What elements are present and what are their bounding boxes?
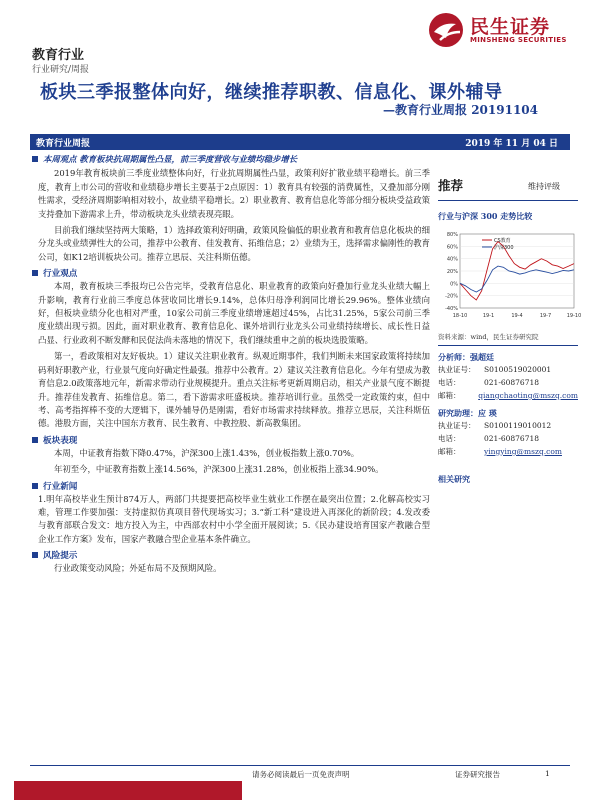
series-line-hs300 xyxy=(460,266,574,292)
analyst-row: 执业证号： S0100119010012 xyxy=(438,421,552,430)
section-heading: 风险提示 xyxy=(32,549,430,561)
band-label: 教育行业周报 xyxy=(36,139,91,149)
divider xyxy=(438,345,578,346)
x-tick-label: 19-10 xyxy=(566,313,582,319)
y-tick-label: 0% xyxy=(450,281,458,288)
analyst-row: 邮箱： qiangchaoting@mszq.com xyxy=(438,391,578,400)
section-para: 年初至今，中证教育指数上涨14.56%，沪深300上涨31.28%，创业板指上涨34.90%。 xyxy=(54,464,384,475)
bullet-icon xyxy=(32,437,38,443)
x-tick-label: 18-10 xyxy=(452,313,468,319)
intro-para: 目前我们继续坚持两大策略，1）选择政策利好明确，政策风险偏低的职业教育和教育信息化板块的细分龙头或业绩弹性大的公司，推荐中公教育、佳发教育、拓维信息；2）业绩为王，选择需求偏刚性的教育公司，如K12培训板块公司。推荐立思辰、关注科斯伍德。 xyxy=(38,225,430,262)
section-heading: 行业新闻 xyxy=(32,480,430,492)
weekly-highlight xyxy=(32,153,430,166)
related-research-heading: 相关研究 xyxy=(438,474,470,484)
x-tick-label: 19-7 xyxy=(539,313,552,319)
bullet-icon xyxy=(32,552,38,558)
bullet-icon xyxy=(32,156,38,162)
section-para: 1.明年高校毕业生预计874万人，两部门共提要把高校毕业生就业工作摆在最突出位置；2.化解高校实习难，管理工作要加强：支持虚拟仿真项目替代现场实习；3.“新工科”建设进入再深化的新阶段；4.发改委与教育部联合发文：地方投入为主，中西部农村中小学全面开展阅读；5.《民办建设培育国家产教融合型企业工作方案》发布，国家产教融合型企业基本条件确立。 xyxy=(38,493,430,544)
rating-row xyxy=(438,172,578,201)
bullet-icon xyxy=(32,483,38,489)
section-para: 本周，教育板块三季报均已公告完毕，受教育信息化、职业教育的政策向好叠加行业龙头业绩大幅上升影响，教育行业前三季度总体营收同比增长9.14%，总体归母净利润同比增长29.96%。整体业绩向好，但板块业绩分化也相对严重，10家公司前三季度业绩增速超过45%，占比31.25%，5家公司前三季度业绩出现亏损。因此，面对职业教育、教育信息化、课外培训行业龙头公司业绩持续增长、成长性日益凸显、行业政利不断发酵和民促法尚未落地的情况下，我们继续重申之前的板块选股策略。 xyxy=(38,281,430,345)
section-para: 行业政策变动风险；外延布局不及预期风险。 xyxy=(54,563,222,574)
rating-value: 维持评级 xyxy=(528,182,560,191)
y-tick-label: 40% xyxy=(446,256,458,263)
y-tick-label: 20% xyxy=(446,269,458,275)
legend-label: CS教育 xyxy=(494,238,511,244)
sidebar xyxy=(438,172,582,485)
legend-label: 沪深300 xyxy=(494,245,514,251)
y-tick-label: -20% xyxy=(445,293,458,300)
chart-source: 资料来源：wind，民生证券研究院 xyxy=(438,333,539,341)
x-tick-label: 19-1 xyxy=(482,313,495,319)
industry-title: 教育行业 xyxy=(32,48,85,63)
brand-name: 民生证券 xyxy=(470,16,551,38)
analyst-name: 分析师：强超廷 xyxy=(438,352,494,362)
analyst-row: 邮箱： yingying@mszq.com xyxy=(438,447,562,456)
report-subtitle: —教育行业周报 20191104 xyxy=(383,103,538,117)
footer-firm: 证券研究报告 xyxy=(455,770,500,779)
analyst-row: 电话： 021-60876718 xyxy=(438,434,540,443)
page-number: 1 xyxy=(545,769,550,778)
headline: 板块三季报整体向好，继续推荐职教、信息化、课外辅导 xyxy=(40,82,503,103)
intro-para: 2019年教育板块前三季度业绩整体向好，行业抗周期属性凸显，政策利好扩散业绩平稳增长。前三季度，教育上市公司的营收和业绩稳步增长主要基于2点原因：1）教育具有较强的消费属性，又叠加部分刚性需求，受经济周期影响相对较小，故业绩平稳增长。2）职业教育、教育信息化等部分细分板块受益政策支持叠加下游需求上升，带动板块龙头业绩表现亮眼。 xyxy=(38,168,430,219)
report-date: 2019 年 11 月 04 日 xyxy=(465,139,558,149)
footer-disclaimer: 请务必阅读最后一页免责声明 xyxy=(252,770,350,779)
y-tick-label: 80% xyxy=(446,232,458,238)
footer-brand-bar xyxy=(14,781,242,800)
analyst-row: 电话： 021-60876718 xyxy=(438,378,540,387)
analyst-email-link[interactable]: qiangchaoting@mszq.com xyxy=(478,391,578,400)
section-para: 本周，中证教育指数下降0.47%，沪深300上涨1.43%，创业板指数上涨0.70%。 xyxy=(54,447,360,458)
footer-divider xyxy=(30,765,570,766)
analyst-email-link[interactable]: yingying@mszq.com xyxy=(484,447,562,456)
analyst-name: 研究助理：应 瑛 xyxy=(438,408,497,418)
chart-title: 行业与沪深 300 走势比较 xyxy=(438,211,533,221)
y-tick-label: -40% xyxy=(445,306,458,312)
section-heading: 行业观点 xyxy=(32,267,430,279)
main-content xyxy=(38,153,430,579)
bullet-icon xyxy=(32,270,38,276)
analyst-row: 执业证号： S0100519020001 xyxy=(438,365,552,374)
trend-chart xyxy=(438,228,582,324)
y-tick-label: 60% xyxy=(446,244,458,251)
section-heading: 板块表现 xyxy=(32,434,430,446)
x-tick-label: 19-4 xyxy=(511,313,523,319)
rating-label: 推荐 xyxy=(438,178,464,193)
brand-name-en: MINSHENG SECURITIES xyxy=(470,36,567,44)
report-type: 行业研究/周报 xyxy=(32,65,90,75)
section-para: 第一，看政策相对友好板块。1）建议关注职业教育。纵观近期事件，我们判断未来国家政策将持续加码利好职教产业，行业景气度向好确定性最强。推荐中公教育。2）建议关注教育信息化。今年有望成为教育信息2.0政策落地元年，新需求带动行业规模提升。重点关注标考更新周期启动，相关产业景气度不断提升。推荐佳发教育、拓维信息。第二，看下游需求旺盛板块。推荐培训行业。虽然受一定政策约束，但中考、高考指挥棒不变的大逻辑下，课外辅导仍是刚需，看好市场需求持续释放。推荐立思辰，关注科斯伍德。港股方面，关注中国东方教育、民生教育、中教控股、新高教集团。 xyxy=(38,351,430,429)
highlight-text: 本周观点 教育板块抗周期属性凸显，前三季度营收与业绩均稳步增长 xyxy=(43,154,298,164)
